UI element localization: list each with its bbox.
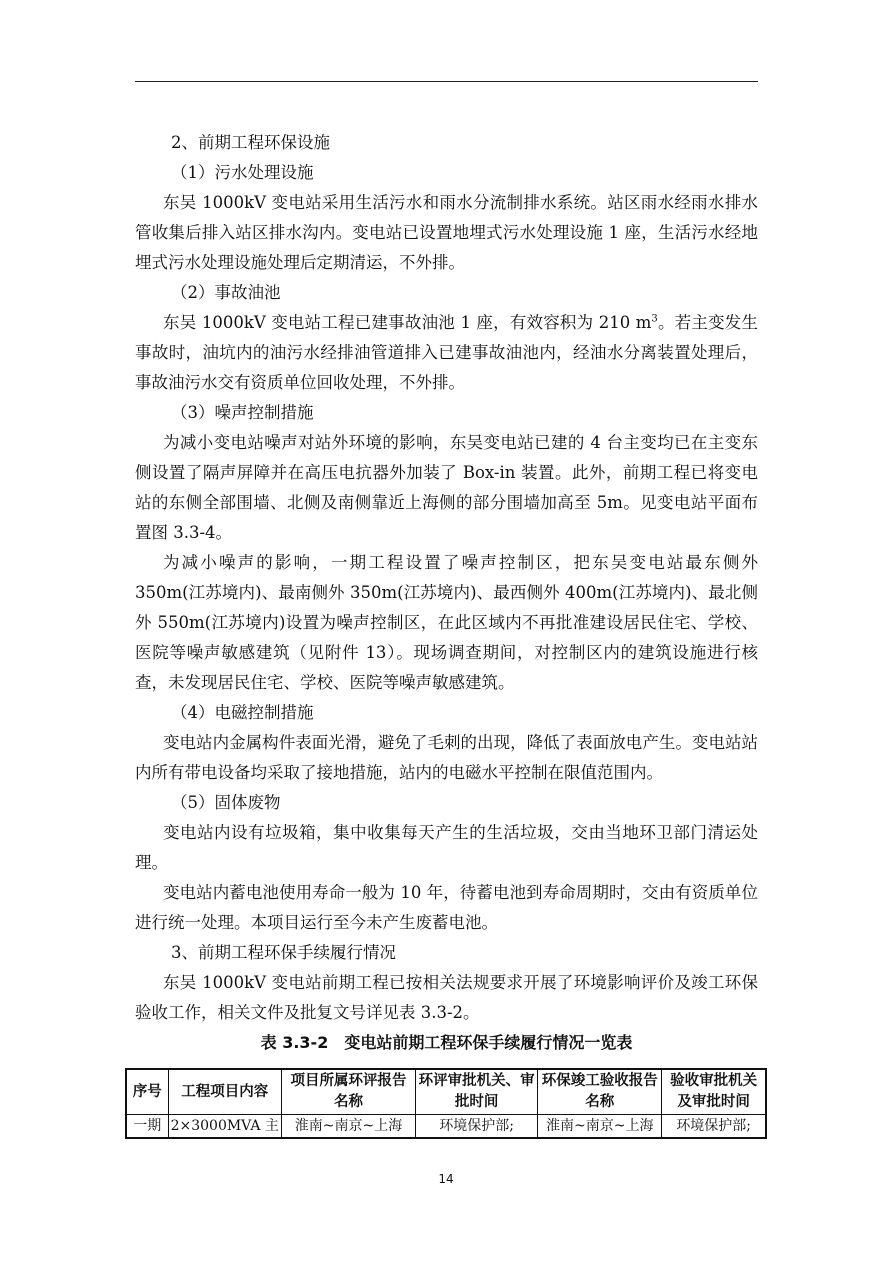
section-heading-3: 3、前期工程环保手续履行情况	[171, 943, 396, 962]
table-cell: 淮南~南京~上海	[538, 1115, 662, 1139]
section-heading-2: 2、前期工程环保设施	[171, 133, 330, 152]
table-cell: 一期	[126, 1115, 168, 1139]
paragraph-procedures: 东吴 1000kV 变电站前期工程已按相关法规要求开展了环境影响评价及竣工环保验收工作，相关文件及批复文号详见表 3.3-2。	[135, 973, 758, 1022]
subheading-noise: （3）噪声控制措施	[171, 403, 314, 422]
paragraph-oil-pool-text-a: 东吴 1000kV 变电站工程已建事故油池 1 座，有效容积为 210 m	[163, 313, 652, 332]
header-rule	[135, 81, 758, 82]
page-number: 14	[438, 1172, 454, 1186]
table-caption: 表 3.3-2 变电站前期工程环保手续履行情况一览表	[260, 1033, 633, 1052]
paragraph-noise-a: 为减小变电站噪声对站外环境的影响，东吴变电站已建的 4 台主变均已在主变东侧设置了隔声屏障并在高压电抗器外加装了 Box-in 装置。此外，前期工程已将变电站的东侧全部围墙、北侧及南侧靠近上海侧的部分围墙加高至 5m。见变电站平面布置图 3.3-4。	[135, 433, 758, 542]
procedures-table	[125, 1068, 767, 1139]
paragraph-noise-b: 为减小噪声的影响，一期工程设置了噪声控制区，把东吴变电站最东侧外 350m(江苏境内)、最南侧外 350m(江苏境内)、最西侧外 400m(江苏境内)、最北侧外 550m(江苏境内)设置为噪声控制区，在此区域内不再批准建设居民住宅、学校、医院等噪声敏感建筑（见附件 13）。现场调查期间，对控制区内的建筑设施进行核查，未发现居民住宅、学校、医院等噪声敏感建筑。	[135, 553, 758, 692]
paragraph-sewage: 东吴 1000kV 变电站采用生活污水和雨水分流制排水系统。站区雨水经雨水排水管收集后排入站区排水沟内。变电站已设置地埋式污水处理设施 1 座，生活污水经地埋式污水处理设施处理后定期清运，不外排。	[135, 193, 758, 272]
paragraph-emc: 变电站内金属构件表面光滑，避免了毛刺的出现，降低了表面放电产生。变电站站内所有带电设备均采取了接地措施，站内的电磁水平控制在限值范围内。	[135, 733, 758, 782]
superscript-cubic: 3	[651, 313, 658, 325]
paragraph-solid-waste-a: 变电站内设有垃圾箱，集中收集每天产生的生活垃圾，交由当地环卫部门清运处理。	[135, 823, 758, 872]
table-row	[126, 1115, 766, 1139]
table-cell: 环境保护部;	[662, 1115, 766, 1139]
paragraph-solid-waste-b: 变电站内蓄电池使用寿命一般为 10 年，待蓄电池到寿命周期时，交由有资质单位进行统一处理。本项目运行至今未产生废蓄电池。	[135, 883, 758, 932]
subheading-solid-waste: （5）固体废物	[171, 793, 281, 812]
header-cell: 序号	[126, 1069, 168, 1115]
header-cell: 环评审批机关、审批时间	[416, 1069, 538, 1115]
table-header-row	[126, 1069, 766, 1115]
table-cell: 环境保护部;	[416, 1115, 538, 1139]
paragraph-oil-pool-text-b: 。若主变发生事故时，油坑内的油污水经排油管道排入已建事故油池内，经油水分离装置处理后，事故油污水交有资质单位回收处理，不外排。	[135, 313, 759, 392]
header-cell: 工程项目内容	[168, 1069, 281, 1115]
subheading-emc: （4）电磁控制措施	[171, 703, 314, 722]
table-cell: 2×3000MVA 主	[168, 1115, 281, 1139]
header-cell: 验收审批机关及审批时间	[662, 1069, 766, 1115]
subheading-sewage: （1）污水处理设施	[171, 163, 314, 182]
table-cell: 淮南~南京~上海	[281, 1115, 415, 1139]
header-cell: 环保竣工验收报告名称	[538, 1069, 662, 1115]
header-cell: 项目所属环评报告名称	[281, 1069, 415, 1115]
paragraph-oil-pool	[135, 308, 758, 398]
subheading-oil-pool: （2）事故油池	[171, 283, 281, 302]
document-body	[135, 128, 758, 1056]
